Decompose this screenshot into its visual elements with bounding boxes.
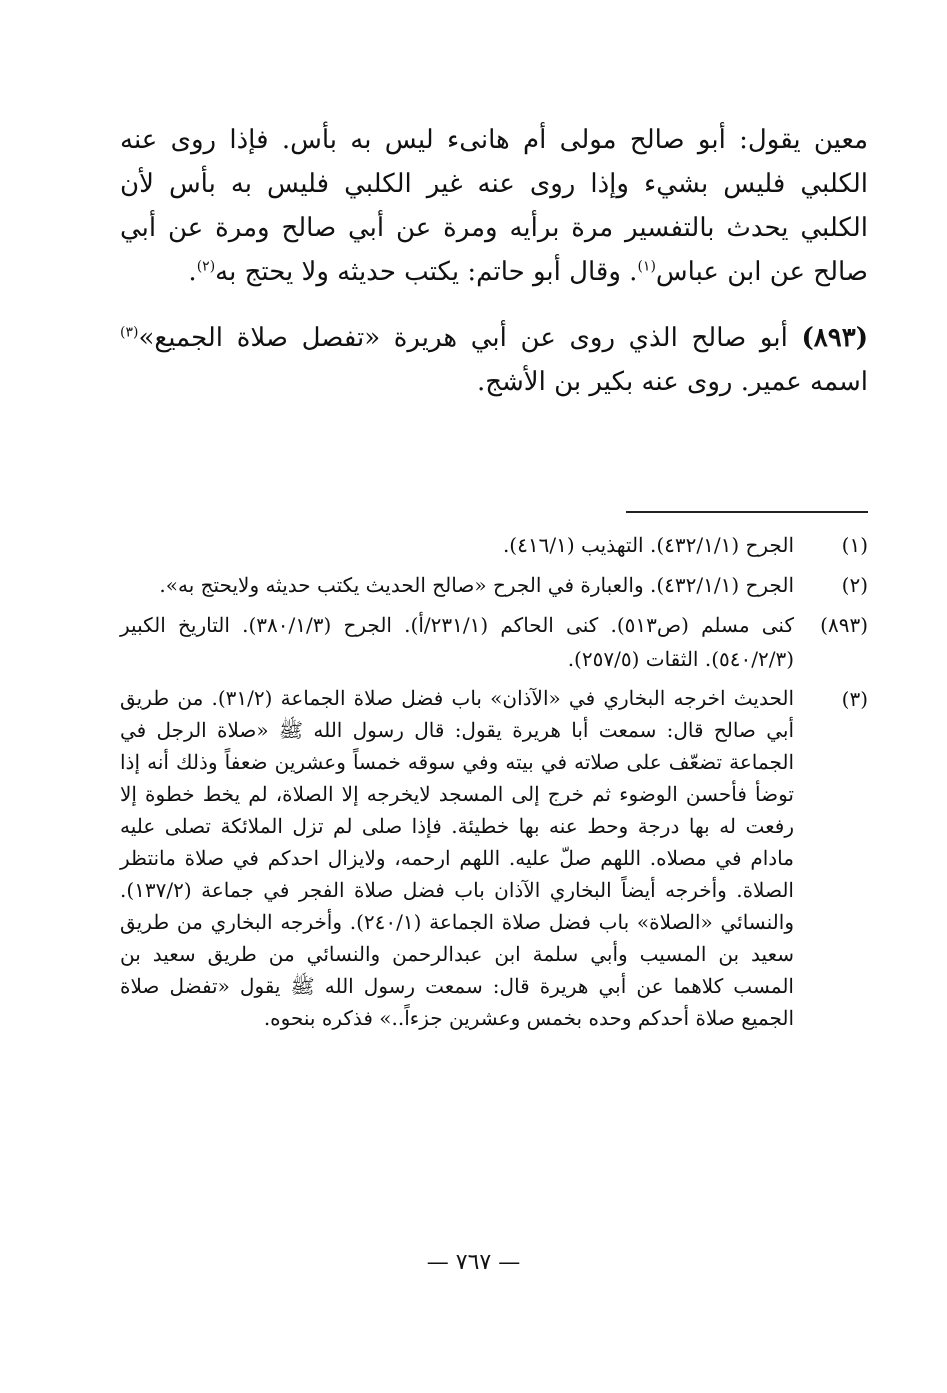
footnote-text xyxy=(120,682,794,1034)
footnote-text xyxy=(120,528,794,562)
footnote-number: (٣) xyxy=(841,687,868,711)
footnote-3 xyxy=(120,682,868,1034)
footnote-ref-2: (٢) xyxy=(196,258,216,275)
paragraph-1-text: معين يقول: أبو صالح مولى أم هانىء ليس به بأس. فإذا روى عنه الكلبي فليس بشيء وإذا روى عنه غير الكلبي فليس به بأس لأن الكلبي يحدث بالتفسير مرة برأيه ومرة عن أبي صالح ومرة عن أبي صالح عن ابن عباس xyxy=(120,125,868,287)
paragraph-2-text-b: اسمه عمير. روى عنه بكير بن الأشج. xyxy=(476,367,868,397)
page-body xyxy=(120,118,868,1030)
main-text xyxy=(120,118,868,404)
footnote-893 xyxy=(120,608,868,676)
footnote-text xyxy=(120,608,794,676)
footnote-separator xyxy=(626,511,868,513)
paragraph-1-text-c: . xyxy=(188,257,197,287)
paragraph-1 xyxy=(120,118,868,294)
footnotes xyxy=(120,528,868,1040)
entry-number: (٨٩٣) xyxy=(801,323,868,353)
footnote-number: (١) xyxy=(841,533,868,557)
paragraph-2 xyxy=(120,316,868,404)
paragraph-1-text-b: . وقال أبو حاتم: يكتب حديثه ولا يحتج به xyxy=(215,257,638,287)
footnote-number: (٨٩٣) xyxy=(820,613,868,637)
paragraph-gap xyxy=(120,294,868,316)
footnote-text xyxy=(120,568,794,602)
footnote-line: الحديث اخرجه البخاري في «الآذان» باب فضل صلاة الجماعة (٣١/٢). من طريق أبي صالح قال: سمعت أبا هريرة يقول: قال رسول الله ﷺ «صلاة الرجل في الجماعة تضعّف على صلاته في بيته وفي سوقه خمساً وعشرين ضعفاً وذلك أنه إذا توضأ فأحسن الوضوء ثم خرج إلى المسجد لايخرجه إلا الصلاة، لم يخط خطوة إلا رفعت له بها درجة وحط عنه بها خطيئة. فإذا صلى لم تزل الملائكة تصلى عليه مادام في مصلاه. اللهم صلّ عليه. اللهم ارحمه، ولايزال احدكم في صلاة مانتظر الصلاة. وأخرجه أيضاً البخاري الآذان باب فضل صلاة الفجر في جماعة (١٣٧/٢). والنسائي «الصلاة» باب فضل صلاة الجماعة (٢٤٠/١). وأخرجه البخاري من طريق سعيد بن المسيب وأبي سلمة ابن عبدالرحمن والنسائي من طريق سعيد بن المسب كلاهما عن أبي هريرة قال: سمعت رسول الله ﷺ يقول «تفضل صلاة الجميع صلاة أحدكم وحده بخمس وعشرين جزءاً..» فذكره بنحوه. xyxy=(120,686,795,1030)
footnote-ref-1: (١) xyxy=(637,258,656,275)
footnote-ref-3: (٣) xyxy=(120,324,139,341)
paragraph-2-text: أبو صالح الذي روى عن أبي هريرة «تفصل صلاة الجميع» xyxy=(138,323,802,353)
footnote-2 xyxy=(120,568,868,602)
footnote-1 xyxy=(120,528,868,562)
footnote-line: الجرح (٤٣٢/١/١). التهذيب (٤١٦/١). xyxy=(502,533,794,557)
page-number: — ٧٦٧ — xyxy=(426,1250,521,1275)
footnote-number: (٢) xyxy=(841,573,868,597)
footnote-line: الجرح (٤٣٢/١/١). والعبارة في الجرح «صالح الحديث يكتب حديثه ولايحتج به». xyxy=(159,573,794,597)
footnote-line: كنى مسلم (ص٥١٣). كنى الحاكم (٢٣١/١/أ). الجرح (٣٨٠/١/٣). التاريخ الكبير (٥٤٠/٢/٣). الثقات (٢٥٧/٥). xyxy=(120,613,794,671)
